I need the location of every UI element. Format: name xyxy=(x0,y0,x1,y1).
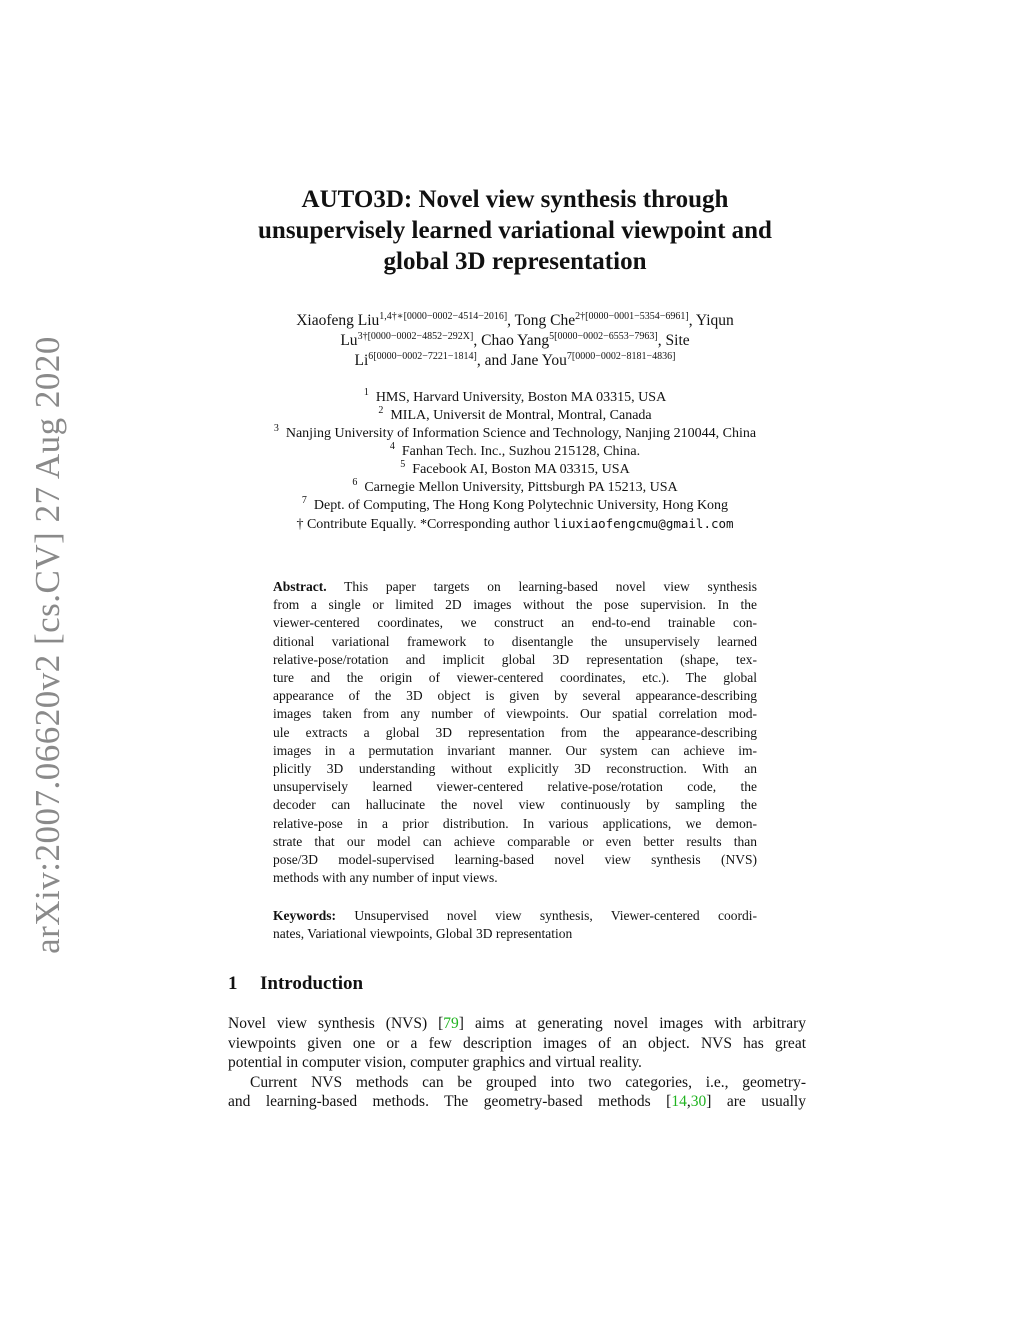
introduction-body xyxy=(228,1014,806,1112)
keywords xyxy=(273,907,757,943)
abstract-line xyxy=(273,578,757,596)
affiliation xyxy=(200,407,830,425)
citation-link[interactable]: 79 xyxy=(443,1015,459,1032)
title-line: global 3D representation xyxy=(383,248,647,275)
section-heading xyxy=(228,973,363,995)
affiliation-text: Fanhan Tech. Inc., Suzhou 215128, China. xyxy=(401,444,641,459)
affiliation-text: MILA, Universit de Montral, Montral, Canada xyxy=(390,408,652,423)
citation-bracket: ] xyxy=(458,1015,464,1032)
affiliation xyxy=(200,479,830,497)
affiliation-text: HMS, Harvard University, Boston MA 03315, USA xyxy=(375,390,667,405)
author-line xyxy=(210,311,820,331)
citation-bracket: ] xyxy=(706,1093,712,1110)
abstract-line: ule extracts a global 3D representation from the appearance-describing xyxy=(273,724,757,740)
author-name: Xiaofeng Liu xyxy=(296,312,380,329)
author-name: , Chao Yang xyxy=(473,332,550,349)
citation-bracket: [ xyxy=(666,1093,672,1110)
abstract-line: decoder can hallucinate the novel view continuously by sampling the xyxy=(273,797,757,813)
author-line xyxy=(210,351,820,371)
affiliation xyxy=(200,461,830,479)
abstract-line: plicitly 3D understanding without explicitly 3D reconstruction. With an xyxy=(273,761,757,777)
affiliation-list xyxy=(200,389,830,534)
citation-bracket: [ xyxy=(438,1015,444,1032)
author-name: , Yiqun xyxy=(688,312,734,329)
abstract-line: viewer-centered coordinates, we construct an end-to-end trainable con- xyxy=(273,615,757,631)
abstract-line: ditional variational framework to disentangle the unsupervisely learned xyxy=(273,633,757,649)
affiliation-number: 2 xyxy=(378,405,384,416)
contribution-note xyxy=(200,515,830,534)
citation-link[interactable]: 30 xyxy=(690,1093,707,1110)
affiliation-text: Nanjing University of Information Science and Technology, Nanjing 210044, China xyxy=(285,426,757,441)
abstract-line: images taken from any number of viewpoints. Our spatial correlation mod- xyxy=(273,706,757,722)
author-name: , Tong Che xyxy=(507,312,576,329)
citation-separator: , xyxy=(686,1093,691,1110)
contribution-note-text: † Contribute Equally. *Corresponding author xyxy=(296,517,553,532)
author-affiliation-mark: 6[0000−0002−7221−1814] xyxy=(368,351,477,362)
author-name: Lu xyxy=(340,332,358,349)
corresponding-email[interactable]: liuxiaofengcmu@gmail.com xyxy=(552,516,734,531)
keywords-label: Keywords: xyxy=(273,908,336,923)
author-affiliation-mark: 1,4†∗[0000−0002−4514−2016] xyxy=(379,311,508,322)
citation-link[interactable]: 14 xyxy=(671,1093,687,1110)
abstract-line-text: This paper targets on learning-based novel view synthesis xyxy=(326,579,757,594)
affiliation-number: 4 xyxy=(389,441,395,452)
body-text-run: are usually xyxy=(711,1093,806,1110)
title-line: AUTO3D: Novel view synthesis through xyxy=(301,186,729,213)
abstract-line: ture and the origin of viewer-centered coordinates, etc.). The global xyxy=(273,670,757,686)
abstract-line: strate that our model can achieve comparable or even better results than xyxy=(273,833,757,849)
author-line xyxy=(210,331,820,351)
author-name: , Site xyxy=(657,332,690,349)
section-title: Introduction xyxy=(260,973,364,994)
affiliation xyxy=(200,497,830,515)
author-name: , and Jane You xyxy=(476,352,567,369)
body-line xyxy=(228,1014,806,1034)
keywords-text: Unsupervised novel view synthesis, Viewer-centered coordi- xyxy=(336,908,757,923)
affiliation-number: 3 xyxy=(273,423,279,434)
abstract-line: images in a permutation invariant manner. Our system can achieve im- xyxy=(273,742,757,758)
abstract-line: appearance of the 3D object is given by several appearance-describing xyxy=(273,688,757,704)
title-line: unsupervisely learned variational viewpoint and xyxy=(258,217,772,244)
author-affiliation-mark: 2†[0000−0001−5354−6961] xyxy=(575,311,689,322)
abstract-label: Abstract. xyxy=(273,579,327,594)
arxiv-identifier-text: arXiv:2007.06620v2 [cs.CV] 27 Aug 2020 xyxy=(28,336,67,954)
abstract-line: relative-pose/rotation and implicit global 3D representation (shape, tex- xyxy=(273,651,757,667)
abstract-line: relative-pose in a prior distribution. In various applications, we demon- xyxy=(273,815,757,831)
affiliation-text: Carnegie Mellon University, Pittsburgh PA 15213, USA xyxy=(364,480,678,495)
author-affiliation-mark: 7[0000−0002−8181−4836] xyxy=(566,351,676,362)
affiliation xyxy=(200,443,830,461)
abstract-line: pose/3D model-supervised learning-based novel view synthesis (NVS) xyxy=(273,852,757,868)
arxiv-identifier xyxy=(22,336,74,954)
keywords-line: nates, Variational viewpoints, Global 3D representation xyxy=(273,926,573,942)
body-text-run: aims at generating novel images with arbitrary xyxy=(463,1015,806,1032)
affiliation-number: 6 xyxy=(352,477,358,488)
affiliation-number: 5 xyxy=(400,459,406,470)
abstract-line: unsupervisely learned viewer-centered relative-pose/rotation code, the xyxy=(273,779,757,795)
affiliation xyxy=(200,389,830,407)
author-list xyxy=(210,311,820,371)
body-line: potential in computer vision, computer graphics and virtual reality. xyxy=(228,1054,642,1071)
body-line: viewpoints given one or a few description images of an object. NVS has great xyxy=(228,1034,806,1052)
affiliation-number: 1 xyxy=(363,387,369,398)
affiliation-text: Facebook AI, Boston MA 03315, USA xyxy=(412,462,630,477)
author-name: Li xyxy=(354,352,369,369)
body-text-run: Novel view synthesis (NVS) xyxy=(228,1015,439,1032)
affiliation-number: 7 xyxy=(301,495,307,506)
abstract-line: from a single or limited 2D images without the pose supervision. In the xyxy=(273,597,757,613)
affiliation xyxy=(200,425,830,443)
paper-title xyxy=(180,184,850,277)
affiliation-text: Dept. of Computing, The Hong Kong Polytechnic University, Hong Kong xyxy=(313,498,729,513)
section-number: 1 xyxy=(228,973,238,994)
author-affiliation-mark: 5[0000−0002−6553−7963] xyxy=(549,331,658,342)
body-line xyxy=(228,1092,806,1112)
author-affiliation-mark: 3†[0000−0002−4852−292X] xyxy=(357,331,474,342)
abstract-line: methods with any number of input views. xyxy=(273,870,498,886)
body-text-run: and learning-based methods. The geometry-based methods xyxy=(228,1093,667,1110)
keywords-line xyxy=(273,907,757,925)
abstract xyxy=(273,578,757,887)
body-line: Current NVS methods can be grouped into two categories, i.e., geometry- xyxy=(250,1073,806,1091)
